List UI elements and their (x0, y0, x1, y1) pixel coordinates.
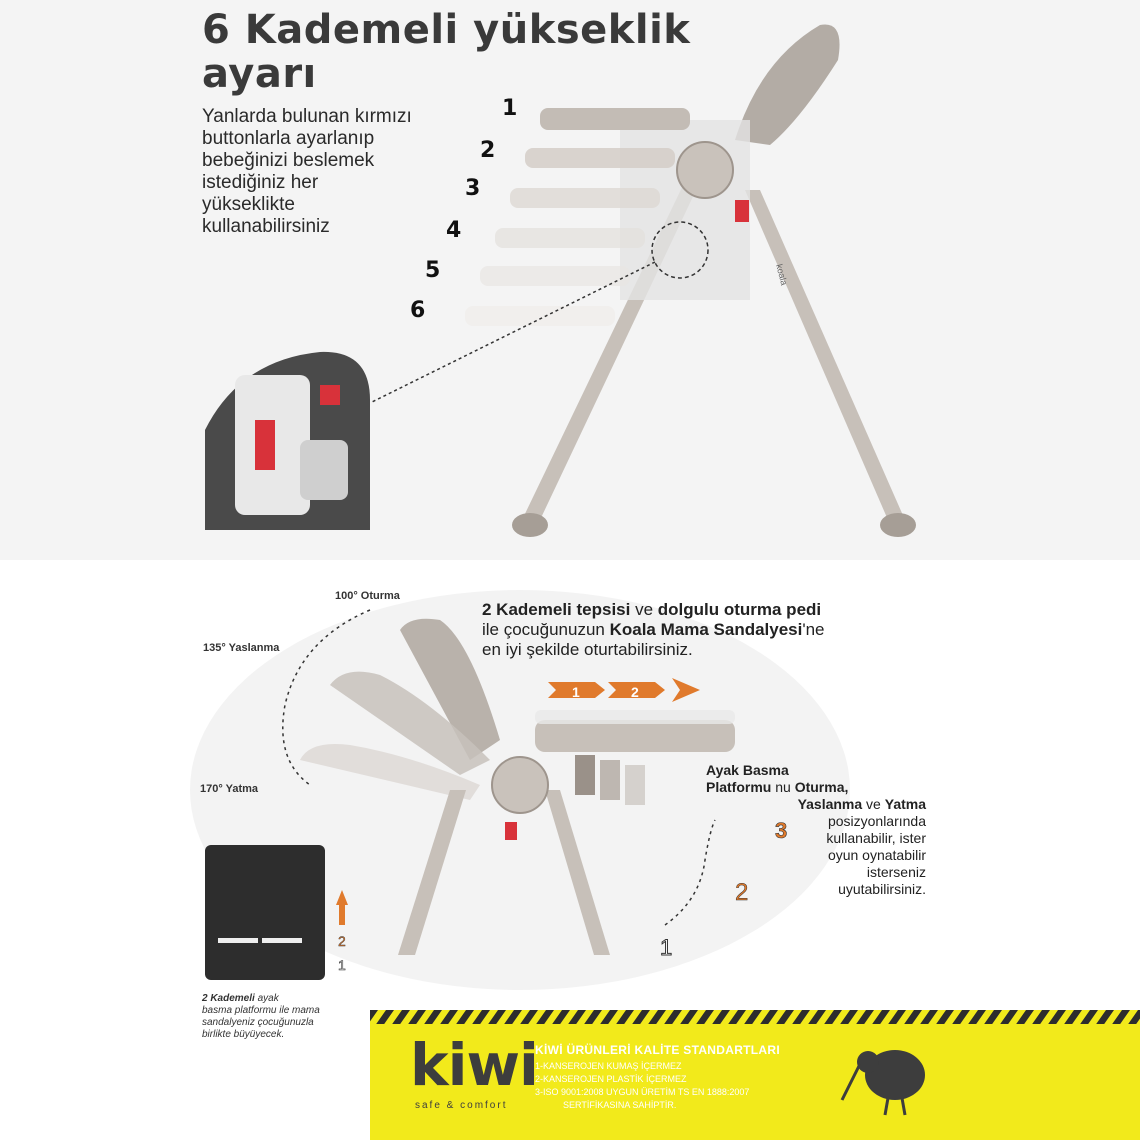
tray-bold-3: Koala Mama Sandalyesi (609, 620, 803, 639)
intro-line: kullanabilirsiniz (202, 216, 330, 237)
footrest-line: uyutabilirsiniz. (838, 881, 926, 897)
mat-bold: 2 Kademeli (202, 993, 255, 1004)
footrest-step-2: 2 (735, 879, 749, 906)
height-level-5: 5 (425, 258, 441, 283)
footrest-line: Yatma (884, 796, 926, 812)
footrest-line: oyun oynatabilir (827, 847, 926, 863)
intro-line: istediğiniz her (202, 172, 319, 193)
tray-text-2: ile çocuğunuzun (482, 620, 610, 639)
title-line-2: ayarı (202, 51, 317, 97)
recline-lie-label: 170° Yatma (200, 783, 259, 795)
standards-item: 3-ISO 9001:2008 UYGUN ÜRETİM TS EN 1888:2007 (535, 1087, 750, 1097)
chair-backrest (735, 24, 840, 145)
title-line-1: 6 Kademeli yükseklik (202, 7, 691, 53)
footrest-description (706, 762, 926, 898)
footrest-line: Platformu (706, 779, 772, 795)
intro-line: yükseklikte (202, 194, 295, 215)
standards-item: 1-KANSEROJEN KUMAŞ İÇERMEZ (535, 1061, 682, 1071)
mat-line: ayak (254, 993, 279, 1004)
footrest-line: ve (862, 796, 885, 812)
tray-text-3: 'ne (802, 620, 825, 639)
mat-line: basma platformu ile mama (202, 1005, 320, 1016)
recline-upright-label: 100° Oturma (335, 590, 400, 602)
tray-text-1: ve (630, 600, 658, 619)
kiwi-bird-icon (840, 1040, 930, 1120)
recline-lean-label: 135° Yaslanma (203, 642, 280, 654)
tray (535, 720, 735, 752)
red-adjust-button (735, 200, 749, 222)
footrest-step-3: 3 (775, 818, 788, 843)
chair-hinge (677, 142, 733, 198)
intro-line: Yanlarda bulunan kırmızı (202, 106, 412, 127)
mat-step-2: 2 (338, 933, 346, 949)
intro-line: bebeğinizi beslemek (202, 150, 375, 171)
standards-item: SERTİFİKASINA SAHİPTİR. (563, 1100, 677, 1110)
tray-text-4: en iyi şekilde oturtabilirsiniz. (482, 640, 693, 659)
brand-logo: kiwi (410, 1031, 538, 1099)
tray-step-1: 1 (572, 684, 580, 700)
mat-line: sandalyeniz çocuğunuzla (202, 1017, 314, 1028)
height-level-6: 6 (410, 298, 426, 323)
chair-seat (620, 120, 750, 300)
height-level-1: 1 (502, 96, 518, 121)
tray-bold-1: 2 Kademeli tepsisi (482, 600, 631, 619)
footrest-line: Ayak Basma (706, 762, 789, 778)
standards-list (535, 1060, 749, 1112)
footrest-line: posizyonlarında (827, 813, 926, 829)
tray-step-2: 2 (631, 684, 639, 700)
footrest-line: Oturma, (794, 779, 849, 795)
footrest-line: nu (771, 779, 795, 795)
footrest-line: isterseniz (866, 864, 926, 880)
mat-step-1: 1 (338, 957, 346, 973)
page-title (202, 8, 690, 96)
footrest-line: kullanabilir, ister (826, 830, 926, 846)
standards-item: 2-KANSEROJEN PLASTİK İÇERMEZ (535, 1074, 687, 1084)
hazard-stripes (370, 1010, 1140, 1024)
standards-heading: KİWİ ÜRÜNLERİ KALİTE STANDARTLARI (535, 1043, 780, 1057)
svg-text:koala: koala (774, 262, 790, 287)
tray-bold-2: dolgulu oturma pedi (657, 600, 822, 619)
button-closeup (205, 352, 370, 530)
mat-line: birlikte büyüyecek. (202, 1029, 285, 1040)
height-level-2: 2 (480, 138, 496, 163)
height-level-4: 4 (446, 218, 462, 243)
footrest-step-1: 1 (660, 935, 673, 960)
footrest-line: Yaslanma (797, 796, 863, 812)
tray-description (482, 600, 902, 660)
intro-line: buttonlarla ayarlanıp (202, 128, 375, 149)
height-level-3: 3 (465, 176, 481, 201)
brand-tagline: safe & comfort (415, 1100, 508, 1111)
